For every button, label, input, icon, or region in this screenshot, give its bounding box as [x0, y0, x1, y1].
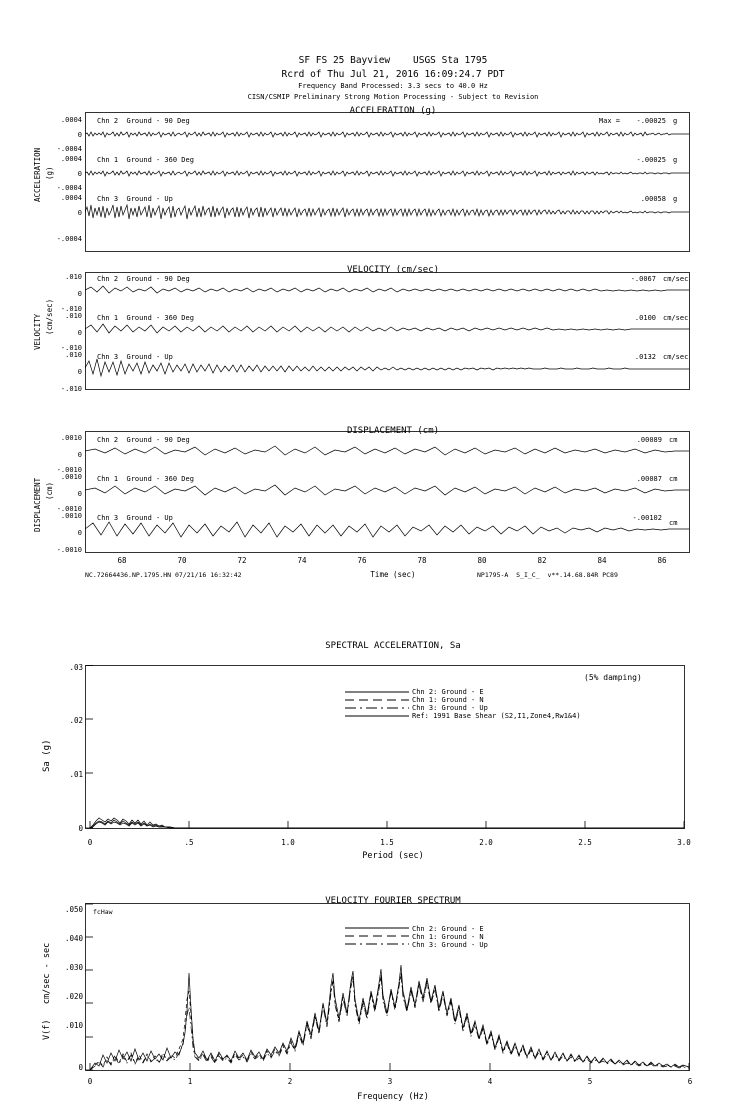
displacement-axis-label: DISPLACEMENT [33, 477, 42, 532]
vf-legend-label-2: Chn 3: Ground - Up [412, 941, 488, 949]
vf-ytick-0: 0 [78, 1063, 83, 1072]
disp-trace-3-units: cm [669, 519, 678, 527]
spectral-acceleration-ylabel: Sa (g) [42, 739, 52, 772]
vf-ytick-020: .020 [64, 992, 83, 1001]
vf-ytick-010: .010 [64, 1021, 83, 1030]
vel-trace-1-max: -.0067 [630, 275, 656, 283]
disp-ylabel-a-mid: 0 [77, 451, 82, 459]
disp-ylabel-c-top: .0010 [60, 512, 82, 520]
velocity-panel-title: VELOCITY (cm/sec) [346, 265, 440, 275]
disp-trace-1-label: Chn 2 Ground - 90 Deg [97, 436, 190, 444]
sa-ytick-02: .02 [69, 716, 83, 725]
acc-trace-1-units: g [673, 117, 678, 125]
time-tick-76: 76 [357, 556, 367, 565]
vel-trace-2-max: .0100 [634, 314, 656, 322]
disp-trace-3-label: Chn 3 Ground - Up [97, 514, 173, 522]
vf-ytick-030: .030 [64, 963, 83, 972]
acc-ylabel-c-mid: 0 [77, 209, 82, 217]
acceleration-axis-units: (g) [45, 166, 54, 180]
disp-trace-1-max: .00089 [636, 436, 662, 444]
sa-xtick-0: 0 [87, 838, 93, 847]
disp-ylabel-c-mid: 0 [77, 529, 82, 537]
sa-legend-label-0: Chn 2: Ground - E [412, 688, 484, 696]
vel-ylabel-b-bot: -.010 [60, 344, 82, 352]
vf-xtick-3: 3 [387, 1077, 393, 1086]
acc-trace-1-label: Chn 2 Ground - 90 Deg [97, 117, 190, 125]
acc-ylabel-a-top: .0004 [60, 116, 82, 124]
disp-ylabel-a-top: .0010 [60, 434, 82, 442]
disp-trace-2-units: cm [669, 475, 678, 483]
displacement-axis-units: (cm) [45, 481, 54, 500]
sa-xtick-30: 3.0 [677, 838, 691, 847]
time-tick-72: 72 [237, 556, 247, 565]
time-tick-84: 84 [597, 556, 607, 565]
vel-ylabel-c-bot: -.010 [60, 385, 82, 393]
sa-xtick-10: 1.0 [281, 838, 295, 847]
time-tick-80: 80 [477, 556, 487, 565]
time-tick-78: 78 [417, 556, 427, 565]
velocity-plot [85, 272, 690, 390]
vel-trace-3-label: Chn 3 Ground - Up [97, 353, 173, 361]
vel-trace-1-units: cm/sec [663, 275, 689, 283]
fourier-spectrum-plot [85, 903, 700, 1078]
sa-ytick-03: .03 [69, 663, 83, 672]
acc-ylabel-b-top: .0004 [60, 155, 82, 163]
vf-xtick-4: 4 [487, 1077, 493, 1086]
vf-xtick-2: 2 [287, 1077, 293, 1086]
time-tick-74: 74 [297, 556, 307, 565]
time-tick-68: 68 [117, 556, 127, 565]
acc-trace-3-units: g [673, 195, 678, 203]
acc-ylabel-a-mid: 0 [77, 131, 82, 139]
spectral-acceleration-plot [85, 649, 700, 834]
vel-ylabel-b-mid: 0 [77, 329, 82, 337]
sa-legend-label-3: Ref: 1991 Base Shear (S2,I1,Zone4,Rw1&4) [412, 712, 581, 720]
acc-trace-2-units: g [673, 156, 678, 164]
sa-ytick-0: 0 [78, 824, 83, 833]
disp-trace-1-units: cm [669, 436, 678, 444]
vel-trace-2-units: cm/sec [663, 314, 689, 322]
fourier-corner-label: fcHaw [93, 908, 113, 916]
vf-xtick-0: 0 [87, 1077, 93, 1086]
acceleration-plot [85, 112, 690, 252]
acc-trace-2-max: -.00025 [636, 156, 666, 164]
sa-xtick-20: 2.0 [479, 838, 493, 847]
fourier-spectrum-xlabel: Frequency (Hz) [357, 1092, 429, 1102]
acc-trace-3-label: Chn 3 Ground - Up [97, 195, 173, 203]
vf-ytick-040: .040 [64, 934, 83, 943]
vel-ylabel-a-mid: 0 [77, 290, 82, 298]
disp-ylabel-b-mid: 0 [77, 490, 82, 498]
fourier-spectrum-title: VELOCITY FOURIER SPECTRUM [325, 896, 461, 906]
velocity-axis-label: VELOCITY [33, 313, 42, 350]
disp-trace-2-max: .00087 [636, 475, 662, 483]
vel-trace-3-units: cm/sec [663, 353, 689, 361]
time-tick-86: 86 [657, 556, 667, 565]
vel-trace-1-label: Chn 2 Ground - 90 Deg [97, 275, 190, 283]
vf-xtick-1: 1 [187, 1077, 193, 1086]
acceleration-axis-label: ACCELERATION [33, 147, 42, 202]
disp-ylabel-c-bot: -.0010 [56, 546, 82, 554]
vel-ylabel-c-top: .010 [65, 351, 82, 359]
sa-legend-label-2: Chn 3: Ground - Up [412, 704, 488, 712]
time-tick-82: 82 [537, 556, 547, 565]
acc-ylabel-c-bot: -.0004 [56, 235, 82, 243]
disp-ylabel-b-top: .0010 [60, 473, 82, 481]
acc-trace-1-max-prefix: Max = [598, 117, 620, 125]
footer-center: Time (sec) [370, 570, 416, 579]
acc-ylabel-a-bot: -.0004 [56, 145, 82, 153]
header-line-3: Frequency Band Processed: 3.3 secs to 40.0 Hz [298, 82, 488, 90]
time-tick-70: 70 [177, 556, 187, 565]
acc-trace-2-label: Chn 1 Ground - 360 Deg [97, 156, 194, 164]
acc-ylabel-b-bot: -.0004 [56, 184, 82, 192]
disp-ylabel-a-bot: -.0010 [56, 466, 82, 474]
vel-trace-2-label: Chn 1 Ground - 360 Deg [97, 314, 194, 322]
sa-xtick-25: 2.5 [578, 838, 592, 847]
disp-trace-3-max: -.00102 [632, 514, 662, 522]
header-line-4: CISN/CSMIP Preliminary Strong Motion Processing - Subject to Revision [247, 93, 539, 101]
vel-trace-3-max: .0132 [634, 353, 656, 361]
vf-xtick-6: 6 [687, 1077, 693, 1086]
sa-xtick-05: .5 [184, 838, 194, 847]
sa-legend-label-1: Chn 1: Ground - N [412, 696, 484, 704]
sa-ytick-01: .01 [69, 770, 83, 779]
spectral-acceleration-title: SPECTRAL ACCELERATION, Sa [325, 641, 461, 651]
vf-ytick-050: .050 [64, 905, 83, 914]
header-line-1: SF FS 25 Bayview USGS Sta 1795 [298, 55, 488, 66]
vel-ylabel-b-top: .010 [65, 312, 82, 320]
spectral-damping-annotation: (5% damping) [584, 673, 642, 682]
spectral-acceleration-xlabel: Period (sec) [362, 851, 424, 861]
disp-ylabel-b-bot: -.0010 [56, 505, 82, 513]
vel-ylabel-c-mid: 0 [77, 368, 82, 376]
displacement-panel-title: DISPLACEMENT (cm) [346, 426, 440, 436]
vf-xtick-5: 5 [587, 1077, 593, 1086]
acceleration-panel-title: ACCELERATION (g) [349, 106, 437, 116]
vf-legend-label-0: Chn 2: Ground - E [412, 925, 484, 933]
acc-trace-1-max: -.00025 [636, 117, 666, 125]
vf-legend-label-1: Chn 1: Ground - N [412, 933, 484, 941]
acc-trace-3-max: .00058 [640, 195, 666, 203]
sa-xtick-15: 1.5 [380, 838, 394, 847]
vel-ylabel-a-top: .010 [65, 273, 82, 281]
header-line-2: Rcrd of Thu Jul 21, 2016 16:09:24.7 PDT [281, 69, 505, 80]
acc-ylabel-c-top: .0004 [60, 194, 82, 202]
fourier-ylabel-units: V(f) cm/sec - sec [42, 942, 52, 1040]
displacement-plot [85, 431, 690, 553]
vel-ylabel-a-bot: -.010 [60, 305, 82, 313]
velocity-axis-units: (cm/sec) [45, 298, 54, 335]
disp-trace-2-label: Chn 1 Ground - 360 Deg [97, 475, 194, 483]
acc-ylabel-b-mid: 0 [77, 170, 82, 178]
footer-right: NP1795-A S_I_C_ v**.14.68.84R PC89 [477, 571, 618, 579]
footer-left: NC.72664436.NP.1795.HN 07/21/16 16:32:42 [85, 571, 242, 579]
